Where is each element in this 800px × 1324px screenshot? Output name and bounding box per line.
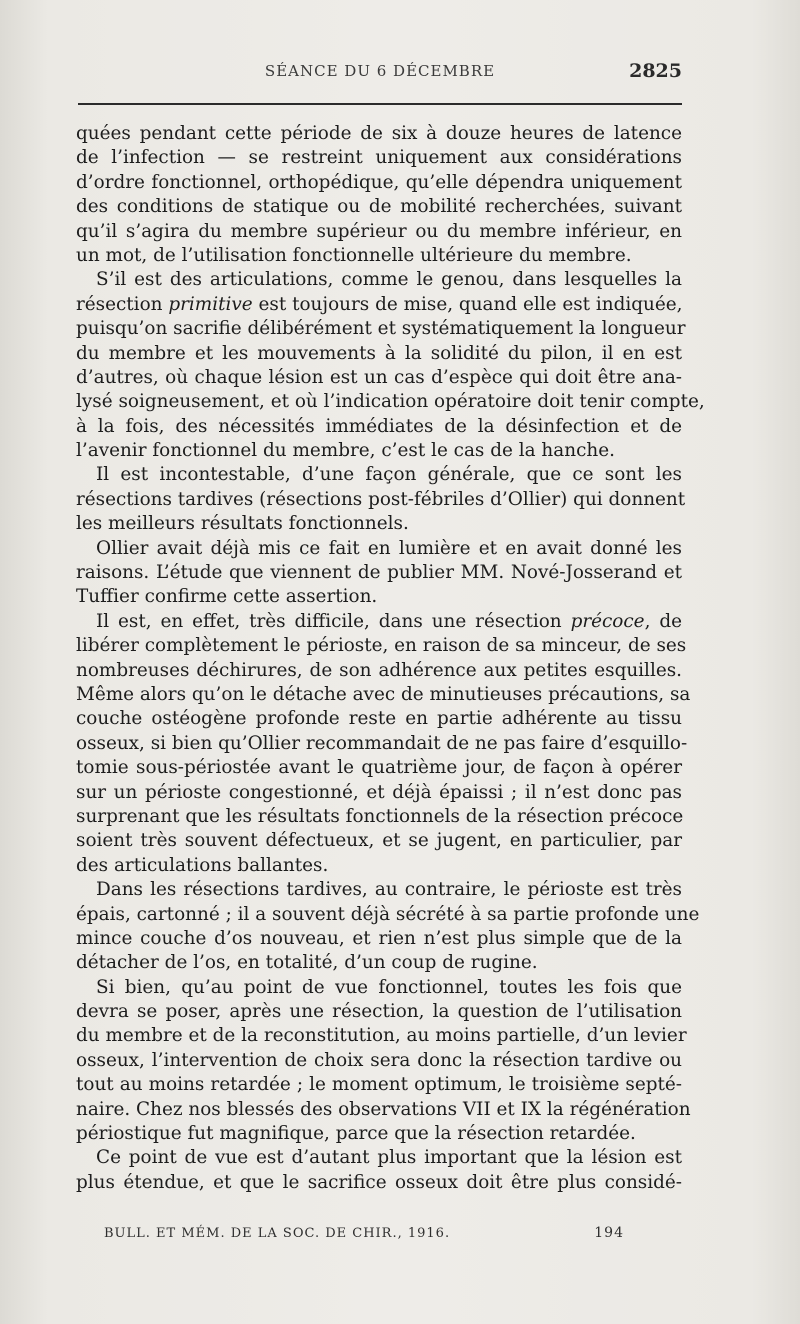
text-line: d’ordre fonctionnel, orthopédique, qu’elle dépendra uniquement: [76, 171, 682, 193]
text-line: [76, 293, 682, 317]
body-text: [76, 122, 705, 1195]
text-line: détacher de l’os, en totalité, d’un coup de rugine.: [76, 952, 538, 974]
text-line: soient très souvent défectueux, et se jugent, en particulier, par: [76, 830, 682, 852]
text-line: du membre et les mouvements à la solidité du pilon, il en est: [76, 342, 682, 364]
text-line: libérer complètement le périoste, en raison de sa minceur, de ses: [76, 635, 687, 657]
text-line: osseux, si bien qu’Ollier recommandait de ne pas faire d’esquillo-: [76, 732, 688, 754]
text-line: Il est incontestable, d’une façon générale, que ce sont les: [96, 464, 682, 486]
header-rule: [78, 103, 682, 105]
text-line: [76, 610, 682, 634]
text-line: S’il est des articulations, comme le genou, dans lesquelles la: [96, 269, 682, 291]
text-line: des conditions de statique ou de mobilité recherchées, suivant: [76, 196, 682, 218]
italic-term-precoce: précoce: [570, 610, 645, 632]
text-fragment: , de: [644, 610, 682, 632]
text-fragment: est toujours de mise, quand elle est indiquée,: [258, 293, 683, 315]
text-line: raisons. L’étude que viennent de publier MM. Nové-Josserand et: [76, 562, 682, 584]
text-line: surprenant que les résultats fonctionnels de la résection précoce: [76, 805, 684, 827]
text-line: d’autres, où chaque lésion est un cas d’espèce qui doit être ana-: [76, 366, 682, 388]
journal-citation: BULL. ET MÉM. DE LA SOC. DE CHIR., 1916.: [104, 1226, 451, 1241]
text-line: résections tardives (résections post-fébriles d’Ollier) qui donnent: [76, 488, 686, 510]
text-line: de l’infection — se restreint uniquement aux considérations: [76, 147, 682, 169]
text-line: tout au moins retardée ; le moment optimum, le troisième septé-: [76, 1074, 682, 1096]
text-line: du membre et de la reconstitution, au moins partielle, d’un levier: [76, 1025, 687, 1047]
text-line: naire. Chez nos blessés des observations VII et IX la régénération: [76, 1098, 691, 1120]
text-line: mince couche d’os nouveau, et rien n’est plus simple que de la: [76, 927, 682, 949]
italic-term-primitive: primitive: [168, 293, 253, 315]
text-line: à la fois, des nécessités immédiates de la désinfection et de: [76, 415, 682, 437]
text-line: sur un périoste congestionné, et déjà épaissi ; il n’est donc pas: [76, 781, 682, 803]
text-fragment: Il est, en effet, très difficile, dans une résection: [96, 610, 562, 632]
text-line: plus étendue, et que le sacrifice osseux doit être plus considé-: [76, 1171, 682, 1193]
text-line: puisqu’on sacrifie délibérément et systématiquement la longueur: [76, 318, 686, 340]
text-line: les meilleurs résultats fonctionnels.: [76, 513, 409, 535]
text-line: un mot, de l’utilisation fonctionnelle ultérieure du membre.: [76, 244, 632, 266]
text-line: osseux, l’intervention de choix sera donc la résection tardive ou: [76, 1049, 682, 1071]
signature-mark: 194: [594, 1225, 624, 1241]
text-line: quées pendant cette période de six à douze heures de latence: [76, 123, 682, 144]
text-line: Ce point de vue est d’autant plus important que la lésion est: [96, 1147, 682, 1169]
text-line: Ollier avait déjà mis ce fait en lumière et en avait donné les: [96, 537, 682, 559]
text-line: Même alors qu’on le détache avec de minutieuses précautions, sa: [76, 683, 691, 705]
page-number: 2825: [629, 60, 682, 82]
page-header: [78, 62, 682, 90]
text-line: périostique fut magnifique, parce que la résection retardée.: [76, 1123, 636, 1145]
text-line: couche ostéogène profonde reste en partie adhérente au tissu: [76, 708, 682, 730]
text-line: qu’il s’agira du membre supérieur ou du membre inférieur, en: [76, 220, 682, 242]
text-line: Dans les résections tardives, au contraire, le périoste est très: [96, 879, 682, 901]
text-line: épais, cartonné ; il a souvent déjà sécrété à sa partie profonde une: [76, 903, 700, 925]
text-line: des articulations ballantes.: [76, 854, 329, 876]
text-line: lysé soigneusement, et où l’indication opératoire doit tenir compte,: [76, 391, 705, 413]
text-fragment: résection: [76, 293, 163, 315]
text-line: Si bien, qu’au point de vue fonctionnel, toutes les fois que: [96, 976, 682, 998]
text-line: tomie sous-périostée avant le quatrième jour, de façon à opérer: [76, 757, 682, 779]
text-line: nombreuses déchirures, de son adhérence aux petites esquilles.: [76, 659, 682, 681]
text-line: devra se poser, après une résection, la question de l’utilisation: [76, 1001, 682, 1023]
running-title: SÉANCE DU 6 DÉCEMBRE: [264, 62, 496, 80]
text-line: l’avenir fonctionnel du membre, c’est le cas de la hanche.: [76, 440, 615, 462]
text-line: Tuffier confirme cette assertion.: [76, 586, 378, 608]
